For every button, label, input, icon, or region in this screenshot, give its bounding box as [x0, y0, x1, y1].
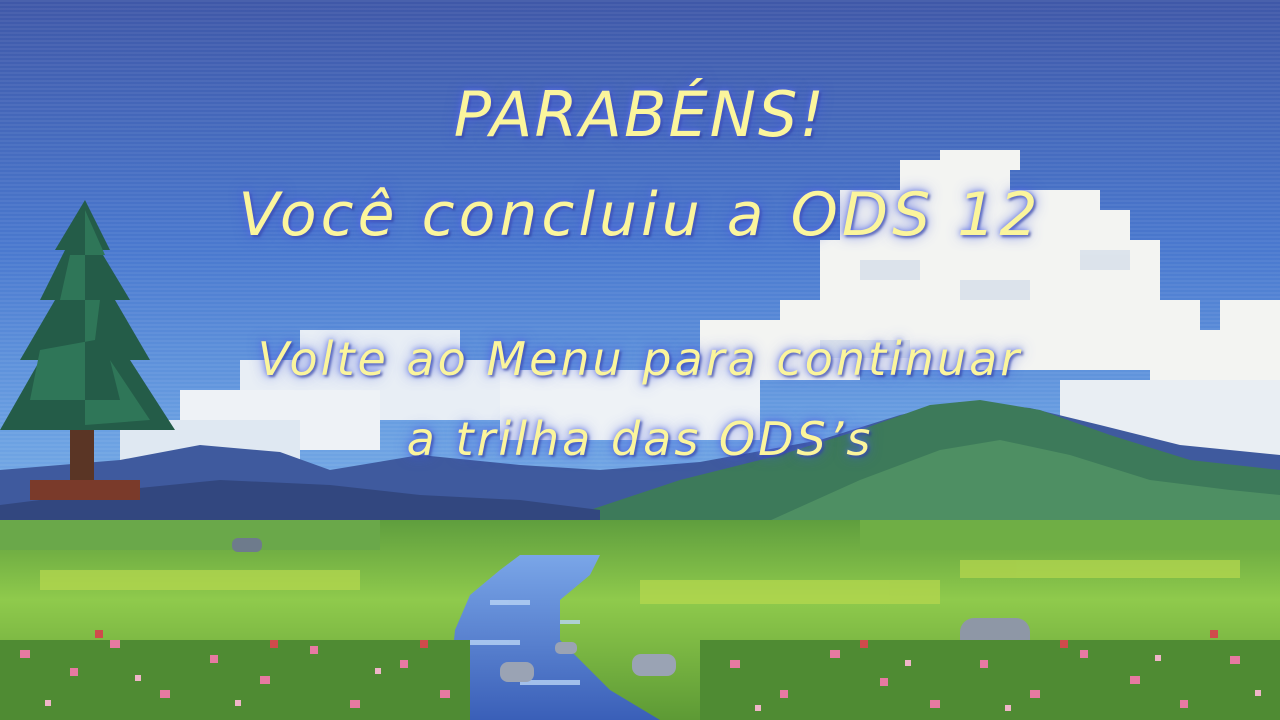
instruction-line-1: Volte ao Menu para continuar — [257, 332, 1023, 386]
congratulations-title: PARABÉNS! — [453, 78, 827, 151]
completion-subtitle: Você concluiu a ODS 12 — [238, 180, 1042, 250]
instruction-line-2: a trilha das ODS’s — [406, 412, 874, 466]
